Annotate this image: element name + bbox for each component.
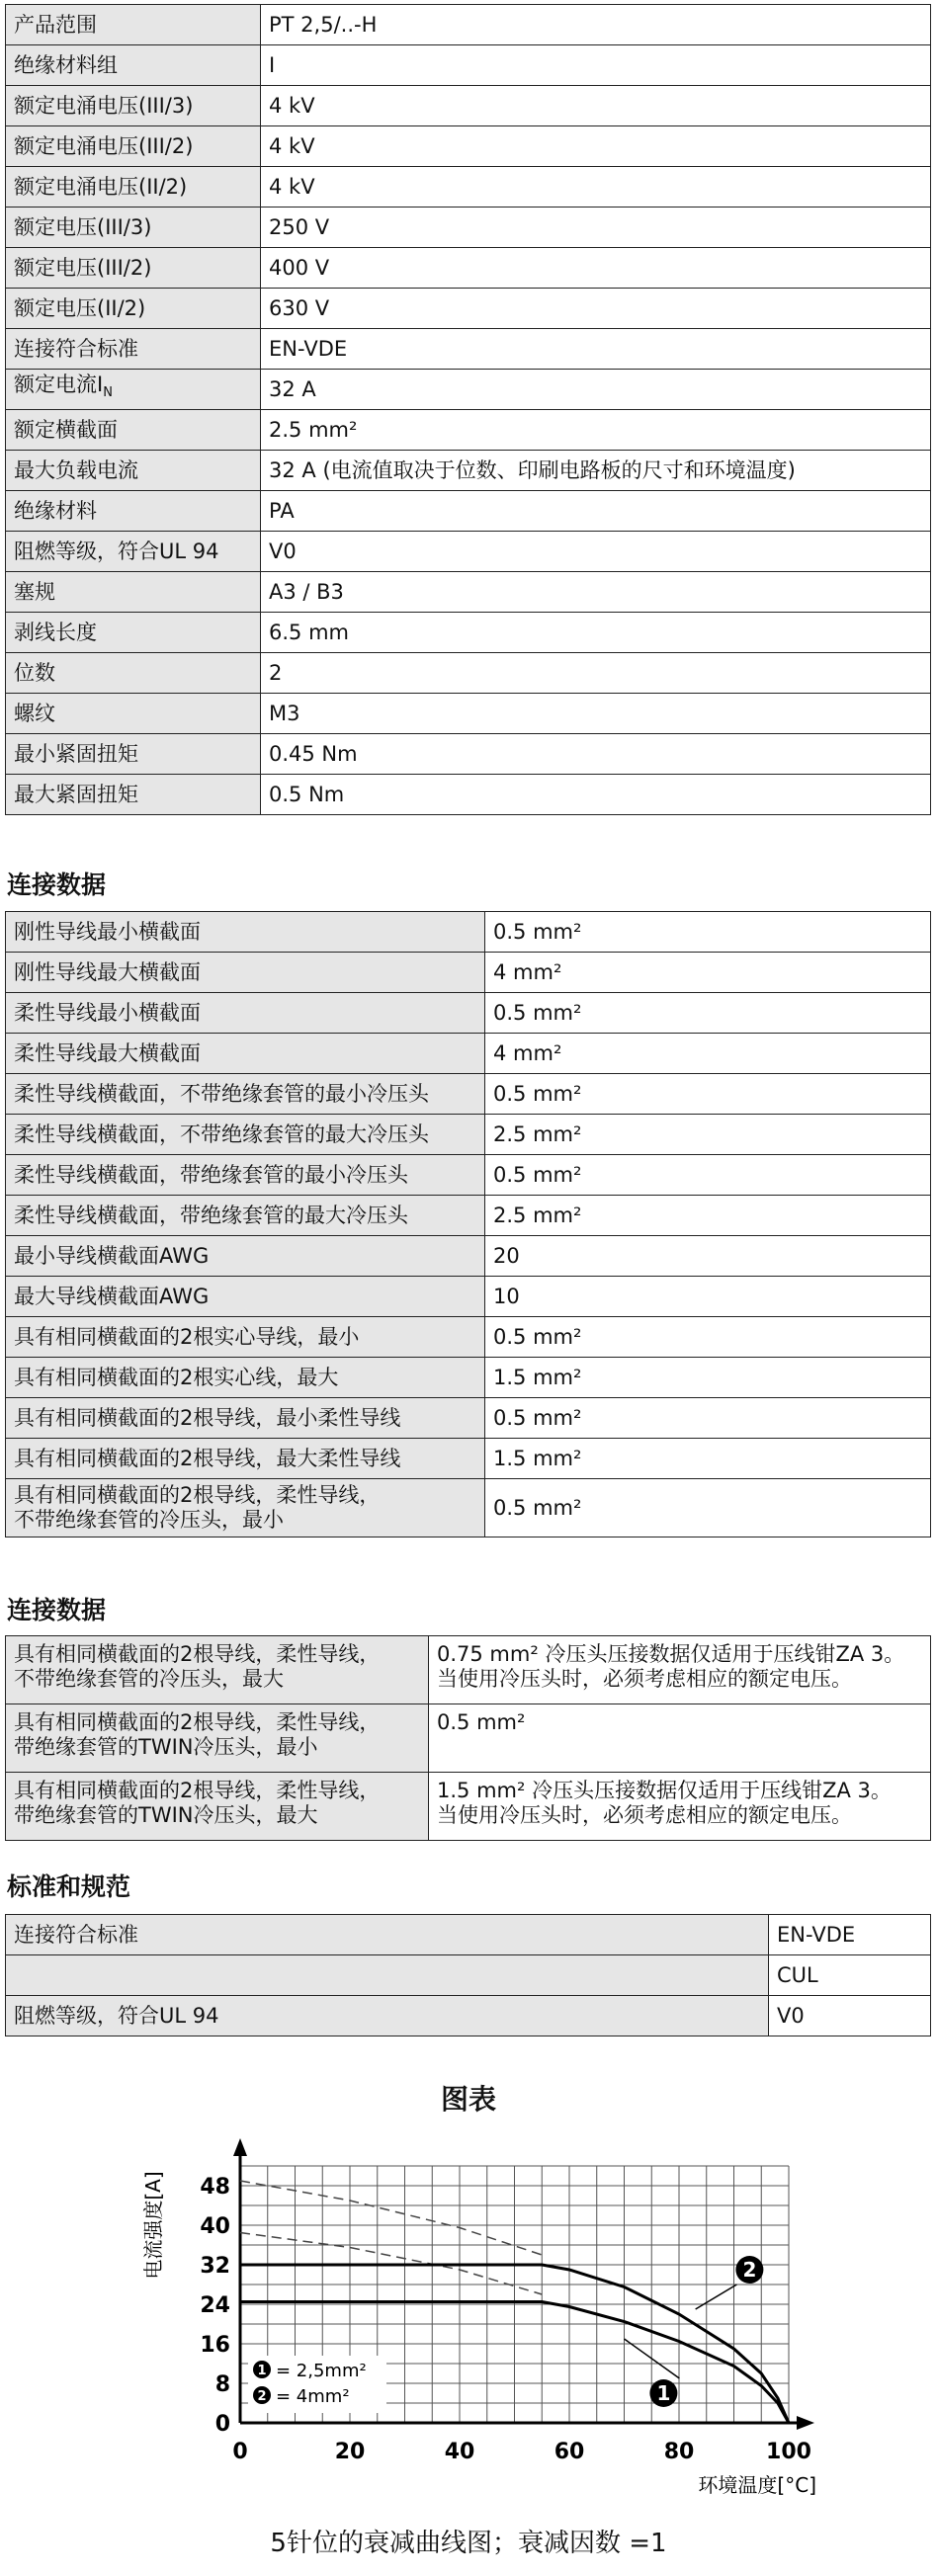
table-row (6, 126, 931, 167)
table-row (6, 775, 931, 815)
row-label-text: 柔性导线横截面，不带绝缘套管的最小冷压头 (14, 1081, 429, 1106)
row-label (6, 1636, 429, 1704)
row-label-text: 额定电压(III/3) (14, 214, 152, 239)
row-label-text: 额定电涌电压(III/2) (14, 133, 194, 158)
legend-entry: = 2,5mm² (276, 2361, 367, 2381)
row-value (261, 775, 931, 815)
row-label (6, 953, 485, 993)
row-value (485, 1196, 931, 1236)
section-title-connection-2: 连接数据 (7, 1596, 107, 1624)
row-label (6, 5, 261, 45)
row-label (6, 248, 261, 289)
table-row (6, 1996, 931, 2036)
row-value-text: 32 A (电流值取决于位数、印刷电路板的尺寸和环境温度) (269, 457, 796, 482)
series-marker-label: 2 (742, 2258, 757, 2282)
row-value-text: CUL (777, 1962, 818, 1987)
row-label-text: 螺纹 (14, 701, 55, 725)
row-label (6, 167, 261, 208)
table-row (6, 289, 931, 329)
row-label-text: 连接符合标准 (14, 336, 138, 361)
row-value-text: PT 2,5/..-H (269, 12, 378, 37)
row-label-text: 额定电压(III/2) (14, 255, 152, 280)
row-label-text: 具有相同横截面的2根导线，最小柔性导线 (14, 1405, 401, 1430)
legend-marker-label: 2 (257, 2389, 267, 2404)
row-value-text: 630 V (269, 295, 330, 320)
row-label-text: 产品范围 (14, 12, 97, 37)
row-label (6, 1479, 485, 1537)
row-label (6, 370, 261, 410)
row-value-text: 2.5 mm² (269, 417, 358, 442)
standards-table (5, 1914, 931, 2036)
table-row (6, 734, 931, 775)
row-label (6, 1317, 485, 1358)
y-tick-label: 24 (200, 2293, 230, 2318)
row-label (6, 1074, 485, 1115)
table-row (6, 1773, 931, 1841)
row-label-text: 柔性导线横截面，带绝缘套管的最小冷压头 (14, 1162, 408, 1187)
row-label (6, 1398, 485, 1439)
row-value-text: 0.5 Nm (269, 782, 345, 806)
row-value (261, 45, 931, 86)
row-label-text: 额定电涌电压(II/2) (14, 174, 188, 199)
row-label (6, 993, 485, 1034)
row-value (261, 572, 931, 613)
row-value (485, 1277, 931, 1317)
row-label (6, 1704, 429, 1773)
row-value-text: 4 mm² (493, 959, 562, 984)
legend-marker-label: 1 (257, 2364, 267, 2378)
row-value (429, 1636, 931, 1704)
row-label-text: 塞规 (14, 579, 55, 604)
row-label-text: 额定电压(II/2) (14, 295, 146, 320)
row-value-text: 0.5 mm² (493, 1000, 582, 1025)
row-label-text: 最大负载电流 (14, 457, 138, 482)
row-value-text: V0 (777, 2003, 805, 2028)
y-tick-label: 48 (200, 2175, 230, 2200)
y-tick-label: 16 (200, 2333, 230, 2358)
row-value (485, 993, 931, 1034)
row-value (769, 1955, 931, 1996)
row-label (6, 775, 261, 815)
row-value-text: 0.45 Nm (269, 741, 358, 766)
table-row (6, 1398, 931, 1439)
y-axis-arrow (233, 2138, 247, 2156)
row-value-text: 10 (493, 1284, 520, 1308)
row-label (6, 694, 261, 734)
row-label-text: 具有相同横截面的2根导线，柔性导线， (14, 1642, 381, 1666)
row-value (485, 1074, 931, 1115)
table-row (6, 912, 931, 953)
row-value (261, 613, 931, 653)
row-value-text: 0.5 mm² (493, 1405, 582, 1430)
row-label-text: 刚性导线最小横截面 (14, 919, 201, 944)
row-label (6, 1358, 485, 1398)
row-value-text: A3 / B3 (269, 579, 344, 604)
table-row (6, 1955, 931, 1996)
row-label-text: 具有相同横截面的2根导线，柔性导线， (14, 1483, 381, 1507)
row-label-text: 柔性导线横截面，不带绝缘套管的最大冷压头 (14, 1122, 429, 1146)
row-label-text: 剥线长度 (14, 620, 97, 644)
row-value (261, 5, 931, 45)
row-label-text: 具有相同横截面的2根实心导线，最小 (14, 1324, 360, 1349)
row-value (261, 208, 931, 248)
row-label-text: 柔性导线最小横截面 (14, 1000, 201, 1025)
row-value (261, 167, 931, 208)
row-value-text: I (269, 52, 276, 77)
table-row (6, 1636, 931, 1704)
y-tick-label: 0 (214, 2412, 230, 2437)
x-tick-label: 40 (444, 2440, 475, 2464)
y-tick-label: 32 (200, 2254, 230, 2279)
row-value (261, 653, 931, 694)
table-row (6, 613, 931, 653)
row-value (429, 1773, 931, 1841)
row-value (261, 289, 931, 329)
table-row (6, 993, 931, 1034)
x-tick-label: 100 (766, 2440, 811, 2464)
row-value-text: 32 A (269, 376, 316, 401)
row-label (6, 491, 261, 532)
general-data-table (5, 4, 931, 815)
x-axis-label: 环境温度[°C] (698, 2473, 816, 2497)
row-label (6, 1439, 485, 1479)
derating-chart (0, 2124, 937, 2497)
row-value (769, 1996, 931, 2036)
row-label (6, 329, 261, 370)
section-title-standards: 标准和规范 (7, 1872, 131, 1901)
row-value-text: 2.5 mm² (493, 1122, 582, 1146)
y-axis-label: 电流强度[A] (141, 2171, 165, 2280)
table-row (6, 45, 931, 86)
row-value (485, 1358, 931, 1398)
table-row (6, 1439, 931, 1479)
connection-data-table (5, 911, 931, 1537)
x-tick-label: 0 (232, 2440, 248, 2464)
row-label-text: 阻燃等级，符合UL 94 (14, 2003, 219, 2028)
table-row (6, 1704, 931, 1773)
row-value (485, 912, 931, 953)
row-value-text: 4 kV (269, 133, 315, 158)
table-row (6, 1236, 931, 1277)
row-label (6, 1277, 485, 1317)
row-label-text: 不带绝缘套管的冷压头，最大 (14, 1667, 284, 1691)
row-label (6, 45, 261, 86)
table-row (6, 953, 931, 993)
row-value-text: 0.5 mm² (493, 1081, 582, 1106)
row-label (6, 410, 261, 451)
table-row (6, 572, 931, 613)
table-row (6, 1074, 931, 1115)
row-value-text: 2.5 mm² (493, 1203, 582, 1227)
table-row (6, 1277, 931, 1317)
row-value-text: 1.5 mm² (493, 1365, 582, 1389)
row-label-text: 刚性导线最大横截面 (14, 959, 201, 984)
row-label-text: 柔性导线最大横截面 (14, 1040, 201, 1065)
row-label-text: 最小导线横截面AWG (14, 1243, 210, 1268)
row-value (485, 1317, 931, 1358)
row-value-text: 当使用冷压头时，必须考虑相应的额定电压。 (437, 1803, 852, 1827)
row-label (6, 1915, 769, 1955)
table-row (6, 1317, 931, 1358)
table-row (6, 329, 931, 370)
x-axis-arrow (797, 2416, 814, 2430)
row-label (6, 208, 261, 248)
row-label (6, 1155, 485, 1196)
row-label-text: 阻燃等级，符合UL 94 (14, 539, 219, 563)
row-value (261, 248, 931, 289)
row-value (261, 491, 931, 532)
row-value-text: 4 mm² (493, 1040, 562, 1065)
row-label (6, 289, 261, 329)
row-value (485, 1115, 931, 1155)
table-row (6, 491, 931, 532)
row-label-text: 连接符合标准 (14, 1922, 138, 1947)
row-label-text: 带绝缘套管的TWIN冷压头，最大 (14, 1803, 318, 1827)
row-label (6, 1773, 429, 1841)
row-value-text: 4 kV (269, 174, 315, 199)
row-label-text: 绝缘材料 (14, 498, 97, 523)
row-label-text: 具有相同横截面的2根导线，最大柔性导线 (14, 1446, 401, 1470)
row-value (485, 1236, 931, 1277)
table-row (6, 248, 931, 289)
row-label-text: 最小紧固扭矩 (14, 741, 138, 766)
row-value (261, 410, 931, 451)
row-value (261, 126, 931, 167)
table-row (6, 1196, 931, 1236)
row-value-text: 2 (269, 660, 283, 685)
row-label-text: 额定电流I (14, 373, 104, 397)
row-value (261, 86, 931, 126)
row-value (485, 953, 931, 993)
row-label-text: 具有相同横截面的2根实心线，最大 (14, 1365, 339, 1389)
table-row (6, 370, 931, 410)
row-label (6, 572, 261, 613)
row-label (6, 451, 261, 491)
y-tick-label: 8 (214, 2372, 230, 2397)
row-label-text: 绝缘材料组 (14, 52, 118, 77)
row-label (6, 653, 261, 694)
row-label-text: 柔性导线横截面，带绝缘套管的最大冷压头 (14, 1203, 408, 1227)
x-tick-label: 60 (554, 2440, 585, 2464)
row-value (485, 1034, 931, 1074)
table-row (6, 410, 931, 451)
row-value-text: 1.5 mm² (493, 1446, 582, 1470)
row-value-text: 当使用冷压头时，必须考虑相应的额定电压。 (437, 1667, 852, 1691)
row-value (261, 734, 931, 775)
row-label-text: 最大紧固扭矩 (14, 782, 138, 806)
row-label (6, 1196, 485, 1236)
chart-heading: 图表 (440, 2083, 496, 2116)
row-value-text: 6.5 mm (269, 620, 349, 644)
row-label (6, 1996, 769, 2036)
row-label (6, 613, 261, 653)
row-value (261, 532, 931, 572)
table-row (6, 694, 931, 734)
row-label (6, 126, 261, 167)
row-value-text: 400 V (269, 255, 330, 280)
row-label (6, 1236, 485, 1277)
table-row (6, 5, 931, 45)
row-label (6, 1955, 769, 1996)
row-value-text: 0.5 mm² (437, 1710, 526, 1734)
table-row (6, 1155, 931, 1196)
row-value (485, 1398, 931, 1439)
row-value (485, 1155, 931, 1196)
row-label-text: 额定横截面 (14, 417, 118, 442)
row-value-text: 0.5 mm² (493, 1324, 582, 1349)
row-value (769, 1915, 931, 1955)
row-value (261, 370, 931, 410)
row-value-text: 0.5 mm² (493, 1162, 582, 1187)
row-value-text: 1.5 mm² 冷压头压接数据仅适用于压线钳ZA 3。 (437, 1779, 892, 1802)
row-label (6, 1115, 485, 1155)
chart-caption: 5针位的衰减曲线图；衰减因数 =1 (270, 2529, 667, 2558)
row-value (429, 1704, 931, 1773)
table-row (6, 532, 931, 572)
row-value-text: 0.75 mm² 冷压头压接数据仅适用于压线钳ZA 3。 (437, 1642, 905, 1666)
row-label-text: 位数 (14, 660, 55, 685)
table-row (6, 86, 931, 126)
row-value-text: 0.5 mm² (493, 919, 582, 944)
table-row (6, 1479, 931, 1537)
row-label (6, 532, 261, 572)
table-row (6, 167, 931, 208)
row-value (485, 1479, 931, 1537)
legend-entry: = 4mm² (276, 2386, 350, 2407)
series-callout-line (696, 2285, 737, 2309)
table-row (6, 1034, 931, 1074)
section-title-connection-1: 连接数据 (7, 871, 107, 899)
row-label-text: 带绝缘套管的TWIN冷压头，最小 (14, 1735, 318, 1759)
row-label (6, 912, 485, 953)
row-label (6, 86, 261, 126)
subscript: N (103, 385, 113, 401)
row-label-text: 不带绝缘套管的冷压头，最小 (14, 1508, 284, 1532)
row-value (261, 451, 931, 491)
row-value-text: 0.5 mm² (493, 1495, 582, 1520)
table-row (6, 653, 931, 694)
legend (248, 2356, 386, 2413)
table-row (6, 1915, 931, 1955)
series-2-dashed-line (240, 2181, 542, 2255)
row-value-text: EN-VDE (777, 1922, 856, 1947)
row-label-text: 具有相同横截面的2根导线，柔性导线， (14, 1710, 381, 1734)
row-label-text: 额定电涌电压(III/3) (14, 93, 194, 118)
row-label (6, 734, 261, 775)
row-value-text: 4 kV (269, 93, 315, 118)
table-row (6, 208, 931, 248)
x-tick-label: 80 (663, 2440, 695, 2464)
x-tick-label: 20 (334, 2440, 366, 2464)
row-value-text: 20 (493, 1243, 520, 1268)
series-marker-label: 1 (656, 2381, 671, 2405)
connection-data-table-2 (5, 1635, 931, 1841)
row-value-text: PA (269, 498, 295, 523)
row-value-text: V0 (269, 539, 297, 563)
table-row (6, 1115, 931, 1155)
row-label-text: 最大导线横截面AWG (14, 1284, 210, 1308)
row-value-text: M3 (269, 701, 300, 725)
table-row (6, 451, 931, 491)
row-value-text: EN-VDE (269, 336, 348, 361)
row-label-text: 具有相同横截面的2根导线，柔性导线， (14, 1779, 381, 1802)
row-value-text: 250 V (269, 214, 330, 239)
row-value (261, 694, 931, 734)
row-value (485, 1439, 931, 1479)
row-value (261, 329, 931, 370)
row-label (6, 1034, 485, 1074)
y-tick-label: 40 (200, 2214, 230, 2239)
table-row (6, 1358, 931, 1398)
